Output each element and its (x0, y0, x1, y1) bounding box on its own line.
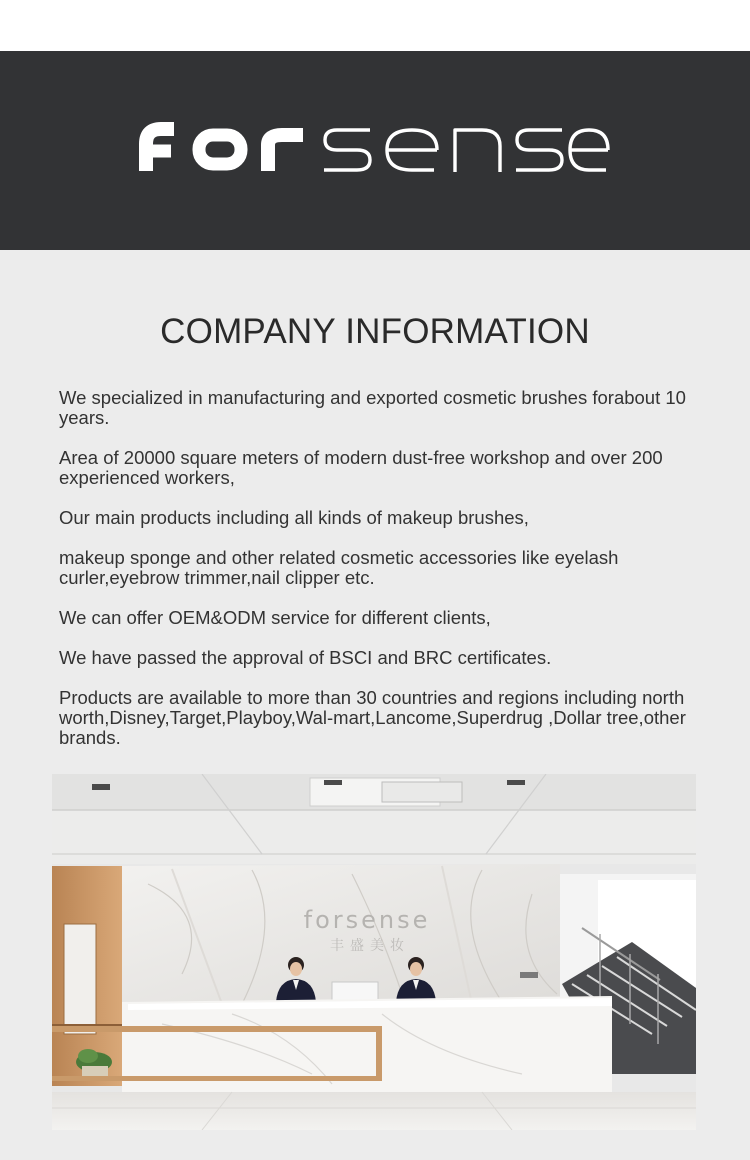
forsense-logo (0, 51, 750, 250)
company-description (59, 388, 719, 748)
section-title: COMPANY INFORMATION (160, 312, 590, 351)
paragraph-main-products: Our main products including all kinds of makeup brushes, (59, 507, 529, 528)
paragraph-certificates: We have passed the approval of BSCI and BRC certificates. (59, 647, 552, 668)
wall-logo-subtext: 丰盛美妆 (330, 938, 410, 954)
paragraph-markets: Products are available to more than 30 countries and regions including north worth,Disney,Target,Playboy,Wal-mart,Lancome,Superdrug ,Dollar tree,other brands. (59, 687, 686, 748)
top-white-strip (0, 0, 750, 51)
reception-illustration (52, 774, 696, 1130)
paragraph-oem-odm: We can offer OEM&ODM service for different clients, (59, 607, 491, 628)
paragraph-experience: We specialized in manufacturing and exported cosmetic brushes forabout 10 years. (59, 387, 686, 428)
paragraph-accessories: makeup sponge and other related cosmetic accessories like eyelash curler,eyebrow trimmer,nail clipper etc. (59, 547, 619, 588)
wall-logo-text: forsense (303, 906, 431, 934)
brand-banner (0, 51, 750, 250)
reception-photo (52, 774, 696, 1130)
company-information-section (0, 250, 750, 1160)
paragraph-workshop: Area of 20000 square meters of modern dust-free workshop and over 200 experienced workers, (59, 447, 663, 488)
